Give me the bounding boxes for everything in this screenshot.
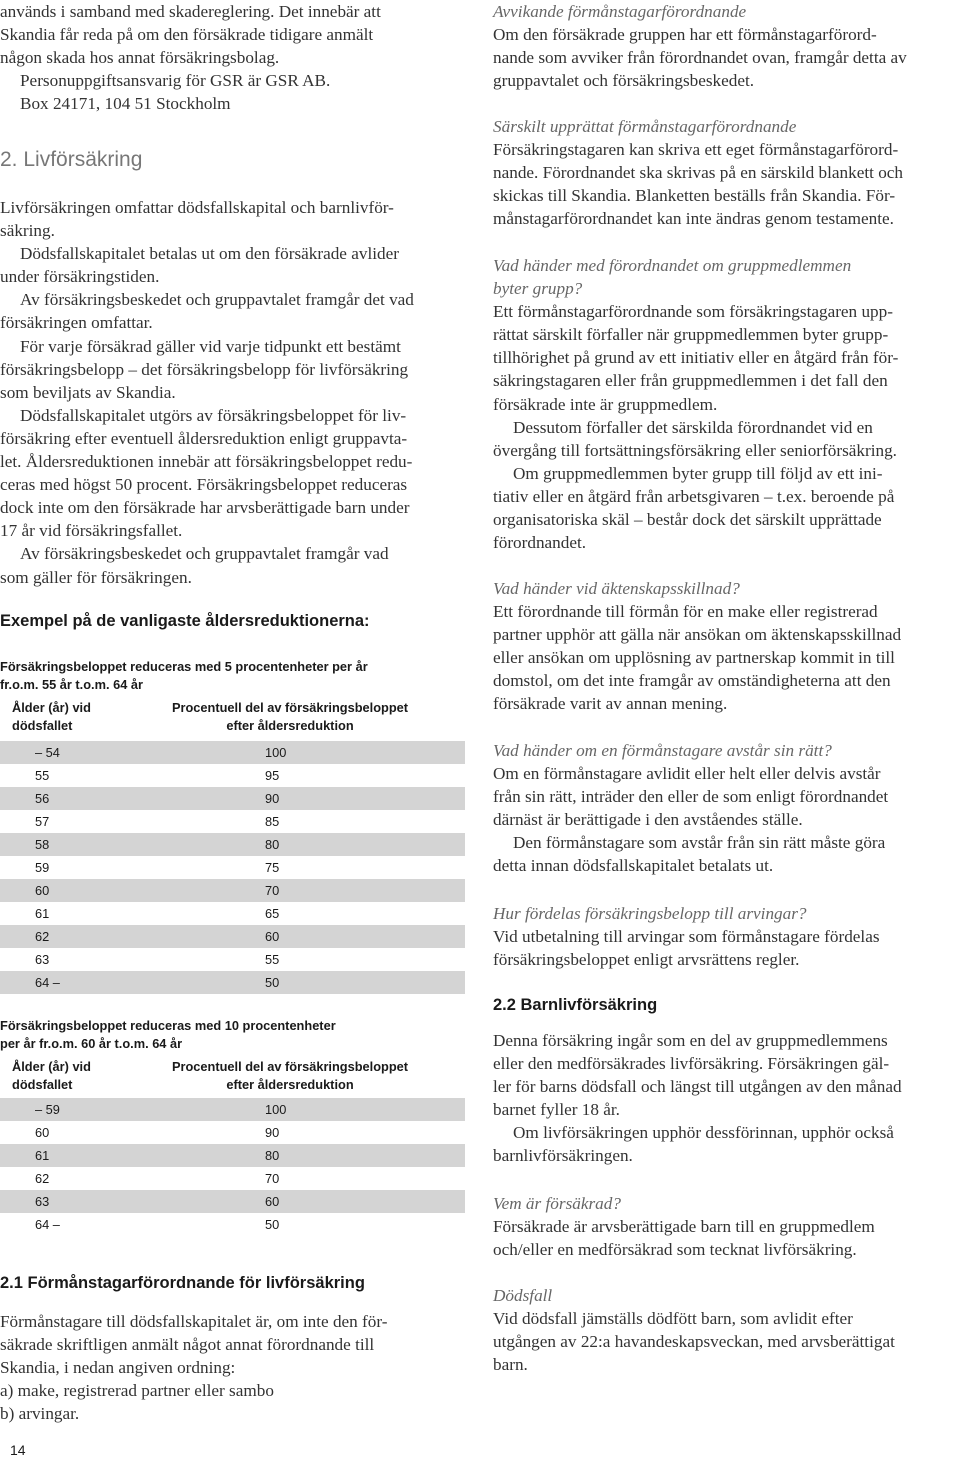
subheading: Vad händer vid äktenskapsskillnad? [493, 579, 740, 598]
table-row [0, 787, 465, 810]
table-row [0, 1213, 465, 1236]
percent-cell: 90 [220, 787, 465, 810]
age-cell: 63 [35, 952, 50, 967]
subheading: Hur fördelas försäkringsbelopp till arvingar? [493, 904, 807, 923]
table1-col2-header: Procentuell del av försäkringsbeloppet efter åldersreduktion [171, 700, 409, 733]
age-cell: 64 – [0, 971, 220, 994]
age-cell: 62 [0, 925, 220, 948]
subheading: Avvikande förmånstagarförordnande [493, 2, 747, 21]
heading-formanstagare: 2.1 Förmånstagarförordnande för livförsäkring [0, 1274, 365, 1292]
percent-cell: 65 [265, 906, 280, 921]
percent-cell: 55 [265, 952, 280, 967]
percent-cell: 100 [220, 741, 465, 764]
table1 [0, 741, 465, 994]
table-row [0, 902, 465, 925]
table-row [0, 971, 465, 994]
percent-cell: 50 [265, 1217, 280, 1232]
table-row [0, 925, 465, 948]
percent-cell: 80 [220, 833, 465, 856]
subheading: Dödsfall [493, 1286, 553, 1305]
subheading: Särskilt upprättat förmånstagarförordnande [493, 117, 797, 136]
percent-cell: 95 [265, 768, 280, 783]
page-number: 14 [10, 1442, 26, 1458]
age-cell: 57 [35, 814, 50, 829]
table-row [0, 764, 465, 787]
body-text: Livförsäkringen omfattar dödsfallskapital och barnlivför- säkring. Dödsfallskapitalet betalas ut om den försäkrade avlider under försäkringstiden. Av försäkringsbeskedet och gruppavtalet framgår det vad försäkringen omfattar. För varje försäkrad gäller vid varje tidpunkt ett bestämt försäkringsbelopp – det försäkringsbelopp för livförsäkring som beviljats av Skandia. Dödsfallskapitalet utgörs av försäkringsbeloppet för liv- försäkring efter eventuell åldersreduktion enligt gruppavta- let. Åldersreduktionen innebär att försäkringsbeloppet redu- ceras med högst 50 procent. Försäkringsbeloppet reduceras dock inte om den försäkrade har arvsberättigade barn under 17 år vid försäkringsfallet. Av försäkringsbeskedet och gruppavtalet framgår vad som gäller för försäkringen. [0, 198, 414, 587]
percent-cell: 80 [220, 1144, 465, 1167]
age-cell: – 54 [0, 741, 220, 764]
percent-cell: 85 [265, 814, 280, 829]
table-row [0, 1121, 465, 1144]
table-row [0, 856, 465, 879]
table-row [0, 1190, 465, 1213]
age-cell: 56 [0, 787, 220, 810]
percent-cell: 60 [220, 1190, 465, 1213]
percent-cell: 100 [220, 1098, 465, 1121]
section-heading-livforsakring: 2. Livförsäkring [0, 148, 143, 171]
percent-cell: 70 [265, 1171, 280, 1186]
age-cell: 64 – [35, 1217, 60, 1232]
age-cell: 62 [35, 1171, 50, 1186]
percent-cell: 70 [220, 879, 465, 902]
age-cell: – 59 [0, 1098, 220, 1121]
percent-cell: 75 [265, 860, 280, 875]
table1-col1-header: Ålder (år) vid dödsfallet [12, 700, 91, 733]
age-cell: 61 [0, 1144, 220, 1167]
percent-cell: 50 [220, 971, 465, 994]
table-row [0, 879, 465, 902]
age-cell: 55 [35, 768, 50, 783]
table-row [0, 1167, 465, 1190]
table-row [0, 1144, 465, 1167]
table-row [0, 741, 465, 764]
example-heading: Exempel på de vanligaste åldersreduktionerna: [0, 612, 370, 630]
age-cell: 63 [0, 1190, 220, 1213]
table2-col1-header: Ålder (år) vid dödsfallet [12, 1059, 91, 1092]
table2-caption: Försäkringsbeloppet reduceras med 10 procentenheter per år fr.o.m. 60 år t.o.m. 64 år [0, 1018, 336, 1051]
age-cell: 60 [35, 1125, 50, 1140]
table1-caption: Försäkringsbeloppet reduceras med 5 procentenheter per år fr.o.m. 55 år t.o.m. 64 år [0, 659, 368, 692]
subheading: Vad händer om en förmånstagare avstår sin rätt? [493, 741, 832, 760]
formanstagare-paragraph: Förmånstagare till dödsfallskapitalet är, om inte den för- säkrade skriftligen anmält något annat förordnande till Skandia, i nedan angiven ordning: a) make, registrerad partner eller sambo b) arvingar. [0, 1312, 388, 1424]
table-row [0, 948, 465, 971]
age-cell: 61 [35, 906, 50, 921]
age-cell: 59 [35, 860, 50, 875]
table2 [0, 1098, 465, 1236]
table-row [0, 1098, 465, 1121]
age-cell: 58 [0, 833, 220, 856]
table-row [0, 833, 465, 856]
percent-cell: 60 [220, 925, 465, 948]
heading-barnlivforsakring: 2.2 Barnlivförsäkring [493, 996, 658, 1014]
table-row [0, 810, 465, 833]
percent-cell: 90 [265, 1125, 280, 1140]
age-cell: 60 [0, 879, 220, 902]
subheading: Vad händer med förordnandet om gruppmedlemmen [493, 256, 852, 275]
intro-paragraph: används i samband med skadereglering. Det innebär att Skandia får reda på om den försäkrade tidigare anmält någon skada hos annat försäkringsbolag. Personuppgiftsansvarig för GSR är GSR AB. Box 24171, 104 51 Stockholm [0, 2, 381, 114]
table2-col2-header: Procentuell del av försäkringsbeloppet efter åldersreduktion [171, 1059, 409, 1092]
subheading: Vem är försäkrad? [493, 1194, 621, 1213]
